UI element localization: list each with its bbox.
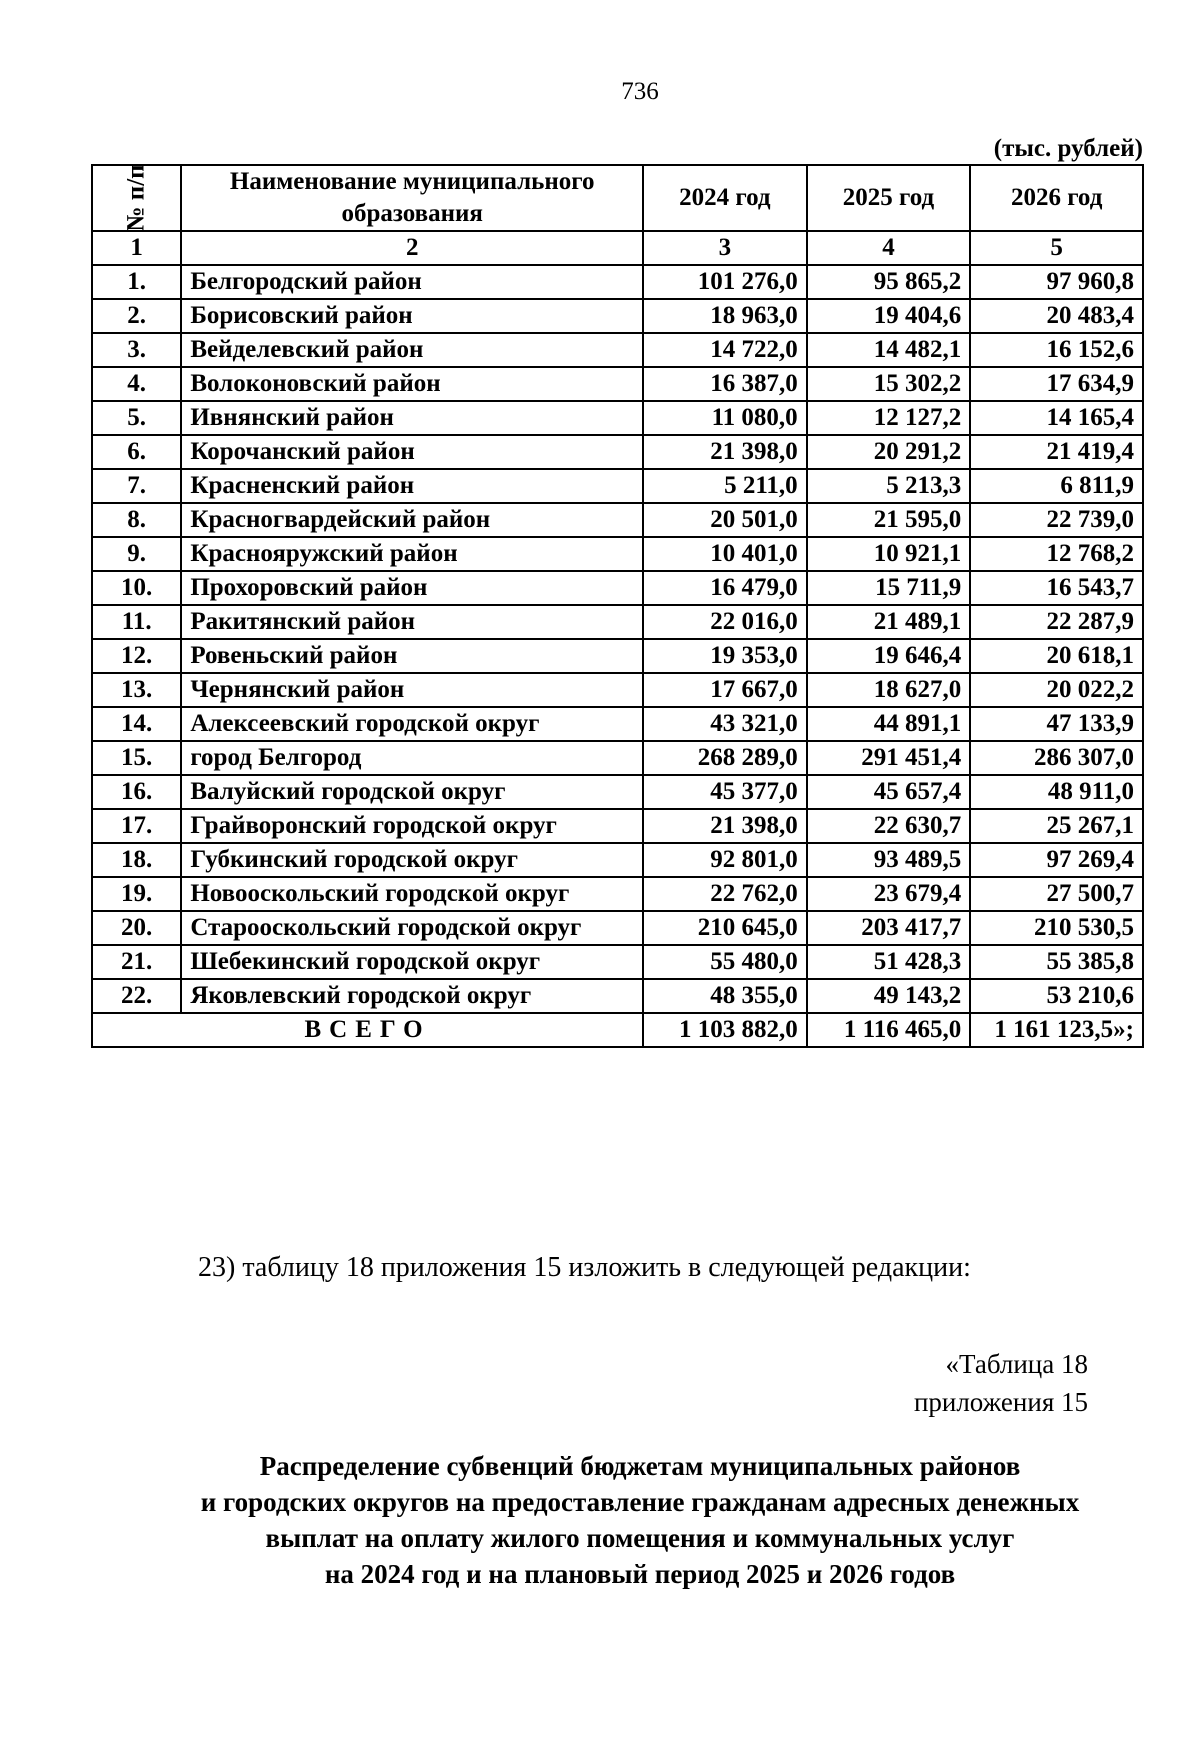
table-reference-line: приложения 15 — [913, 1387, 1088, 1417]
row-num: 22. — [92, 979, 181, 1013]
row-2024: 43 321,0 — [643, 707, 807, 741]
table-row — [92, 503, 1143, 537]
table-row — [92, 435, 1143, 469]
row-name: город Белгород — [181, 741, 643, 775]
title-line: выплат на оплату жилого помещения и коммунальных услуг — [265, 1523, 1015, 1553]
row-num: 13. — [92, 673, 181, 707]
row-name: Борисовский район — [181, 299, 643, 333]
row-2025: 19 646,4 — [807, 639, 971, 673]
column-number: 5 — [970, 231, 1143, 265]
row-name: Ракитянский район — [181, 605, 643, 639]
row-2026: 20 618,1 — [970, 639, 1143, 673]
row-2026: 97 960,8 — [970, 265, 1143, 299]
row-2025: 44 891,1 — [807, 707, 971, 741]
row-2024: 17 667,0 — [643, 673, 807, 707]
row-2026: 16 543,7 — [970, 571, 1143, 605]
row-2026: 20 022,2 — [970, 673, 1143, 707]
row-2025: 21 595,0 — [807, 503, 971, 537]
row-num: 11. — [92, 605, 181, 639]
row-2026: 210 530,5 — [970, 911, 1143, 945]
page-number: 736 — [621, 78, 659, 105]
row-name: Ровеньский район — [181, 639, 643, 673]
row-num: 21. — [92, 945, 181, 979]
row-2026: 286 307,0 — [970, 741, 1143, 775]
row-2024: 14 722,0 — [643, 333, 807, 367]
units-label: (тыс. рублей) — [993, 135, 1143, 162]
column-number: 3 — [643, 231, 807, 265]
amendment-paragraph: 23) таблицу 18 приложения 15 изложить в следующей редакции: — [198, 1252, 971, 1283]
row-name: Алексеевский городской округ — [181, 707, 643, 741]
row-2026: 14 165,4 — [970, 401, 1143, 435]
table-row — [92, 877, 1143, 911]
column-numbers-row — [92, 231, 1143, 265]
row-2025: 45 657,4 — [807, 775, 971, 809]
row-2024: 21 398,0 — [643, 809, 807, 843]
row-2026: 17 634,9 — [970, 367, 1143, 401]
row-2024: 101 276,0 — [643, 265, 807, 299]
table-row — [92, 979, 1143, 1013]
row-2026: 20 483,4 — [970, 299, 1143, 333]
row-name: Корочанский район — [181, 435, 643, 469]
row-2025: 21 489,1 — [807, 605, 971, 639]
subvention-table — [91, 164, 1144, 1048]
row-num: 5. — [92, 401, 181, 435]
row-name: Вейделевский район — [181, 333, 643, 367]
row-name: Ивнянский район — [181, 401, 643, 435]
row-2025: 20 291,2 — [807, 435, 971, 469]
row-2026: 55 385,8 — [970, 945, 1143, 979]
row-2025: 51 428,3 — [807, 945, 971, 979]
section-title — [130, 1448, 1150, 1592]
table-row — [92, 299, 1143, 333]
row-2024: 55 480,0 — [643, 945, 807, 979]
row-num: 16. — [92, 775, 181, 809]
row-num: 1. — [92, 265, 181, 299]
row-2024: 20 501,0 — [643, 503, 807, 537]
row-2025: 93 489,5 — [807, 843, 971, 877]
total-label: ВСЕГО — [92, 1013, 643, 1047]
header-2024: 2024 год — [643, 165, 807, 231]
row-num: 12. — [92, 639, 181, 673]
row-2024: 48 355,0 — [643, 979, 807, 1013]
row-num: 20. — [92, 911, 181, 945]
row-2024: 268 289,0 — [643, 741, 807, 775]
row-2024: 21 398,0 — [643, 435, 807, 469]
table-reference — [914, 1345, 1088, 1421]
row-2026: 6 811,9 — [970, 469, 1143, 503]
row-2026: 53 210,6 — [970, 979, 1143, 1013]
table-row — [92, 401, 1143, 435]
row-2025: 291 451,4 — [807, 741, 971, 775]
table-row — [92, 639, 1143, 673]
row-name: Краснояружский район — [181, 537, 643, 571]
row-num: 6. — [92, 435, 181, 469]
row-num: 14. — [92, 707, 181, 741]
table-row — [92, 605, 1143, 639]
row-2026: 47 133,9 — [970, 707, 1143, 741]
title-line: Распределение субвенций бюджетам муниципальных районов — [259, 1451, 1021, 1481]
row-2026: 21 419,4 — [970, 435, 1143, 469]
row-2026: 48 911,0 — [970, 775, 1143, 809]
table-row — [92, 537, 1143, 571]
row-name: Новооскольский городской округ — [181, 877, 643, 911]
row-2025: 10 921,1 — [807, 537, 971, 571]
row-num: 2. — [92, 299, 181, 333]
row-2026: 27 500,7 — [970, 877, 1143, 911]
row-2026: 12 768,2 — [970, 537, 1143, 571]
table-row — [92, 673, 1143, 707]
row-2025: 5 213,3 — [807, 469, 971, 503]
table-row — [92, 843, 1143, 877]
row-2025: 15 302,2 — [807, 367, 971, 401]
header-2026: 2026 год — [970, 165, 1143, 231]
header-num: № п/п — [92, 165, 181, 231]
row-2024: 10 401,0 — [643, 537, 807, 571]
row-num: 18. — [92, 843, 181, 877]
row-2025: 15 711,9 — [807, 571, 971, 605]
row-num: 8. — [92, 503, 181, 537]
row-name: Грайворонский городской округ — [181, 809, 643, 843]
row-2026: 22 739,0 — [970, 503, 1143, 537]
row-2024: 92 801,0 — [643, 843, 807, 877]
row-name: Шебекинский городской округ — [181, 945, 643, 979]
table-row — [92, 741, 1143, 775]
table-row — [92, 367, 1143, 401]
row-2025: 95 865,2 — [807, 265, 971, 299]
row-name: Белгородский район — [181, 265, 643, 299]
row-2024: 18 963,0 — [643, 299, 807, 333]
header-name: Наименование муниципального образования — [181, 165, 643, 231]
column-number: 1 — [92, 231, 181, 265]
column-number: 4 — [807, 231, 971, 265]
row-2024: 45 377,0 — [643, 775, 807, 809]
row-2024: 19 353,0 — [643, 639, 807, 673]
row-2024: 16 387,0 — [643, 367, 807, 401]
row-2024: 22 016,0 — [643, 605, 807, 639]
table-row — [92, 707, 1143, 741]
row-num: 19. — [92, 877, 181, 911]
row-name: Старооскольский городской округ — [181, 911, 643, 945]
table-row — [92, 911, 1143, 945]
row-2025: 12 127,2 — [807, 401, 971, 435]
row-name: Губкинский городской округ — [181, 843, 643, 877]
total-2025: 1 116 465,0 — [807, 1013, 971, 1047]
title-line: и городских округов на предоставление гражданам адресных денежных — [200, 1487, 1080, 1517]
row-num: 17. — [92, 809, 181, 843]
row-2024: 5 211,0 — [643, 469, 807, 503]
row-name: Прохоровский район — [181, 571, 643, 605]
row-2026: 16 152,6 — [970, 333, 1143, 367]
row-num: 7. — [92, 469, 181, 503]
row-num: 4. — [92, 367, 181, 401]
row-name: Валуйский городской округ — [181, 775, 643, 809]
row-2025: 19 404,6 — [807, 299, 971, 333]
row-num: 3. — [92, 333, 181, 367]
row-2024: 16 479,0 — [643, 571, 807, 605]
row-2025: 14 482,1 — [807, 333, 971, 367]
row-2025: 203 417,7 — [807, 911, 971, 945]
row-num: 9. — [92, 537, 181, 571]
row-name: Чернянский район — [181, 673, 643, 707]
header-2025: 2025 год — [807, 165, 971, 231]
row-num: 10. — [92, 571, 181, 605]
row-name: Красненский район — [181, 469, 643, 503]
row-2025: 18 627,0 — [807, 673, 971, 707]
row-2025: 49 143,2 — [807, 979, 971, 1013]
table-row — [92, 809, 1143, 843]
table-row — [92, 265, 1143, 299]
row-2026: 22 287,9 — [970, 605, 1143, 639]
row-2026: 97 269,4 — [970, 843, 1143, 877]
row-2025: 22 630,7 — [807, 809, 971, 843]
row-2026: 25 267,1 — [970, 809, 1143, 843]
table-reference-line: «Таблица 18 — [945, 1349, 1088, 1379]
row-2024: 210 645,0 — [643, 911, 807, 945]
row-2024: 22 762,0 — [643, 877, 807, 911]
table-row — [92, 571, 1143, 605]
table-row — [92, 333, 1143, 367]
table-header-row — [92, 165, 1143, 231]
table-row — [92, 775, 1143, 809]
table-row — [92, 945, 1143, 979]
row-2024: 11 080,0 — [643, 401, 807, 435]
row-2025: 23 679,4 — [807, 877, 971, 911]
total-2024: 1 103 882,0 — [643, 1013, 807, 1047]
row-name: Красногвардейский район — [181, 503, 643, 537]
row-name: Волоконовский район — [181, 367, 643, 401]
row-name: Яковлевский городской округ — [181, 979, 643, 1013]
title-line: на 2024 год и на плановый период 2025 и 2026 годов — [324, 1559, 956, 1589]
total-2026: 1 161 123,5»; — [970, 1013, 1143, 1047]
row-num: 15. — [92, 741, 181, 775]
table-row — [92, 469, 1143, 503]
column-number: 2 — [181, 231, 643, 265]
total-row — [92, 1013, 1143, 1047]
